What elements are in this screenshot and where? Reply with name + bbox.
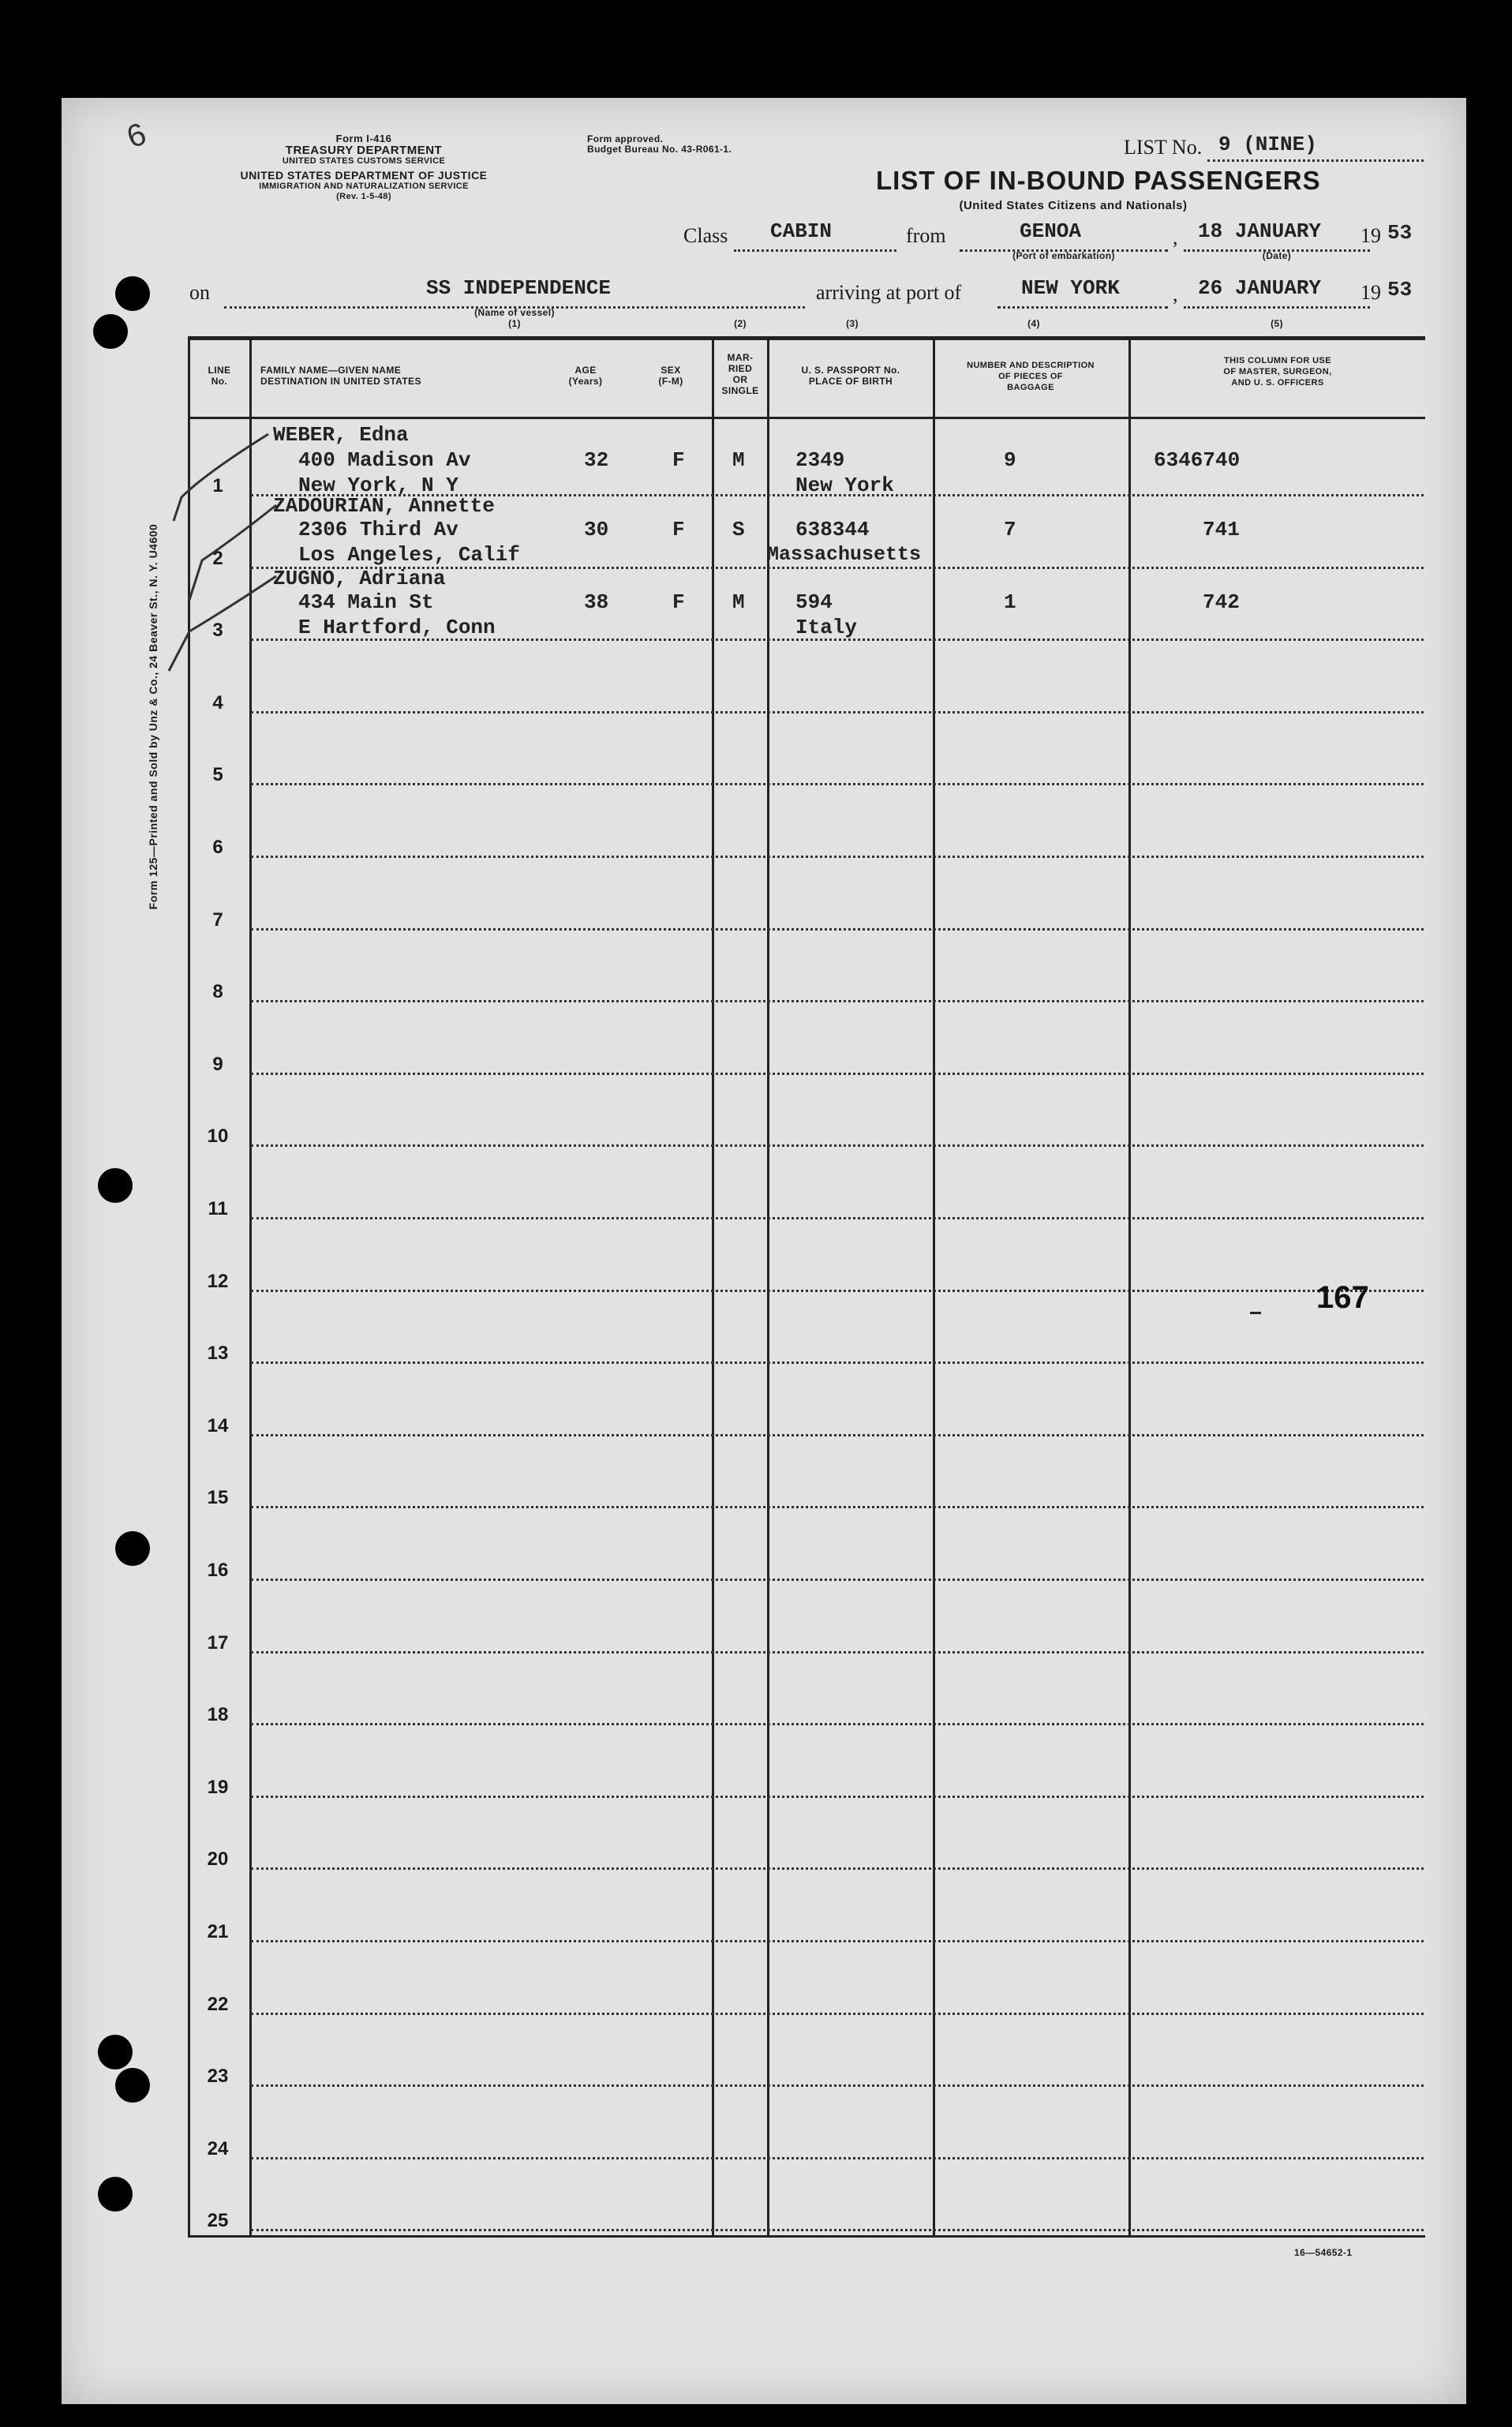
list-no-value: 9 (NINE) xyxy=(1218,133,1317,156)
passenger-name: WEBER, Edna xyxy=(273,423,409,447)
passenger-sex: F xyxy=(672,518,685,541)
passport-number: 2349 xyxy=(795,448,845,472)
col-header-line: LINE No. xyxy=(208,365,231,387)
line-number: 25 xyxy=(207,2210,229,2231)
vessel-caption-num: (1) xyxy=(508,318,521,329)
from-label: from xyxy=(906,224,946,247)
col-rule-marital-left xyxy=(712,336,714,2238)
line-number: 3 xyxy=(212,620,223,641)
vessel-caption: (Name of vessel) xyxy=(474,307,555,318)
row-dotted-line xyxy=(251,1144,1424,1147)
stamp-dash xyxy=(1250,1312,1261,1314)
passport-number: 594 xyxy=(795,590,833,614)
col-header-age: AGE (Years) xyxy=(568,365,603,387)
col-header-name: FAMILY NAME—GIVEN NAME DESTINATION IN UNITED STATES xyxy=(260,365,421,387)
baggage-count: 9 xyxy=(1004,448,1016,472)
row-dotted-line xyxy=(251,1940,1424,1942)
form-title: LIST OF IN-BOUND PASSENGERS xyxy=(876,166,1321,195)
passenger-address: 2306 Third Av xyxy=(298,518,458,541)
corner-mark: 6 xyxy=(122,116,151,155)
line-number: 18 xyxy=(207,1704,229,1725)
line-number: 23 xyxy=(207,2066,229,2087)
row-dotted-line xyxy=(251,711,1424,713)
passenger-sex: F xyxy=(672,590,685,614)
passenger-marital: M xyxy=(732,590,745,614)
passport-number: 638344 xyxy=(795,518,870,541)
officer-note: 6346740 xyxy=(1154,448,1241,472)
header-bottom-rule xyxy=(188,417,1425,419)
passenger-address: 400 Madison Av xyxy=(298,448,471,472)
passenger-address: 434 Main St xyxy=(298,590,434,614)
passenger-city: New York, N Y xyxy=(298,474,458,497)
officer-note: 742 xyxy=(1203,590,1240,614)
place-of-birth: New York xyxy=(795,474,894,497)
col-header-passport: U. S. PASSPORT No. PLACE OF BIRTH xyxy=(801,365,900,387)
table-top-rule xyxy=(188,336,1425,340)
place-of-birth: Italy xyxy=(795,616,858,639)
year-prefix-2: 19 xyxy=(1360,281,1381,304)
binder-hole xyxy=(115,2068,150,2103)
table-bottom-rule xyxy=(188,2235,1425,2238)
year-prefix: 19 xyxy=(1360,224,1381,247)
col-num-3: (3) xyxy=(846,318,859,329)
col-header-baggage: NUMBER AND DESCRIPTION OF PIECES OF BAGGAGE xyxy=(967,361,1095,392)
line-number: 4 xyxy=(212,692,223,713)
passenger-city: E Hartford, Conn xyxy=(298,616,496,639)
row-dotted-line xyxy=(251,1506,1424,1508)
side-print: Form 125—Printed and Sold by Unz & Co., 24 Beaver St., N. Y. U4600 xyxy=(147,523,159,910)
form-subtitle: (United States Citizens and Nationals) xyxy=(959,199,1188,212)
baggage-count: 1 xyxy=(1004,590,1016,614)
col-header-officers: THIS COLUMN FOR USE OF MASTER, SURGEON, AND U. S. OFFICERS xyxy=(1223,356,1332,388)
form-approved: Form approved. xyxy=(587,133,664,144)
binder-hole xyxy=(93,314,128,349)
line-number: 22 xyxy=(207,1994,229,2015)
list-no-field xyxy=(1207,133,1424,162)
depart-date-field xyxy=(1184,219,1370,252)
form-number: Form I-416 xyxy=(335,133,392,144)
col-rule-marital-right xyxy=(767,336,769,2238)
approval-block xyxy=(587,134,732,155)
line-number: 17 xyxy=(207,1632,229,1654)
binder-hole xyxy=(115,276,150,311)
row-dotted-line xyxy=(251,1290,1424,1292)
arriving-label: arriving at port of xyxy=(816,281,962,304)
row-dotted-line xyxy=(251,928,1424,931)
list-no-label: LIST No. xyxy=(1124,136,1203,159)
line-number: 14 xyxy=(207,1415,229,1436)
arrival-date-field xyxy=(1184,276,1370,309)
col-num-4: (4) xyxy=(1027,318,1040,329)
passenger-age: 32 xyxy=(584,448,609,472)
row-dotted-line xyxy=(251,2229,1424,2231)
class-label: Class xyxy=(683,224,728,247)
baggage-count: 7 xyxy=(1004,518,1016,541)
line-number: 10 xyxy=(207,1125,229,1147)
line-number: 7 xyxy=(212,909,223,931)
row-dotted-line xyxy=(251,1867,1424,1870)
binder-hole xyxy=(98,2177,133,2212)
line-number: 2 xyxy=(212,548,223,569)
passenger-marital: M xyxy=(732,448,745,472)
line-number: 5 xyxy=(212,764,223,785)
budget-bureau: Budget Bureau No. 43-R061-1. xyxy=(587,144,732,155)
justice-dept: UNITED STATES DEPARTMENT OF JUSTICE xyxy=(240,169,488,182)
place-of-birth: Massachusetts xyxy=(767,543,922,566)
depart-year: 53 xyxy=(1387,221,1413,245)
line-number: 8 xyxy=(212,981,223,1002)
line-number: 19 xyxy=(207,1777,229,1798)
passenger-name: ZADOURIAN, Annette xyxy=(273,494,495,518)
line-number: 21 xyxy=(207,1921,229,1942)
line-number: 13 xyxy=(207,1343,229,1364)
passenger-marital: S xyxy=(732,518,745,541)
arrival-date: 26 JANUARY xyxy=(1198,276,1322,300)
line-number: 6 xyxy=(212,837,223,858)
binder-hole xyxy=(115,1531,150,1566)
pen-check-marks xyxy=(158,418,300,679)
col-header-married: MAR- RIED OR SINGLE xyxy=(721,352,759,396)
row-dotted-line xyxy=(251,2084,1424,2087)
col-rule-baggage-right xyxy=(1128,336,1131,2238)
passenger-city: Los Angeles, Calif xyxy=(298,543,520,567)
row-dotted-line xyxy=(251,856,1424,858)
col-num-5: (5) xyxy=(1271,318,1283,329)
row-dotted-line xyxy=(251,1361,1424,1364)
row-dotted-line xyxy=(251,783,1424,785)
vessel-name: SS INDEPENDENCE xyxy=(426,276,612,300)
on-label: on xyxy=(189,281,210,304)
stamp-number: 167 xyxy=(1316,1280,1369,1315)
passenger-age: 38 xyxy=(584,590,609,614)
binder-hole xyxy=(98,2035,133,2069)
row-dotted-line xyxy=(251,1434,1424,1436)
row-dotted-line xyxy=(251,1073,1424,1075)
from-field xyxy=(960,219,1168,252)
row-dotted-line xyxy=(251,1651,1424,1654)
treasury-dept: TREASURY DEPARTMENT xyxy=(285,144,443,157)
row-dotted-line xyxy=(251,1796,1424,1798)
ins-service: IMMIGRATION AND NATURALIZATION SERVICE xyxy=(259,182,469,191)
row-dotted-line xyxy=(251,1723,1424,1725)
passenger-sex: F xyxy=(672,448,685,472)
revision: (Rev. 1-5-48) xyxy=(336,192,391,201)
footer-code: 16—54652-1 xyxy=(1294,2247,1353,2258)
col-header-sex: SEX (F-M) xyxy=(658,365,683,387)
customs-service: UNITED STATES CUSTOMS SERVICE xyxy=(282,156,446,166)
from-value: GENOA xyxy=(1020,219,1082,243)
vessel-field xyxy=(224,276,805,309)
class-value: CABIN xyxy=(770,219,833,243)
row-dotted-line xyxy=(251,2013,1424,2015)
arrival-port: NEW YORK xyxy=(1021,276,1120,300)
depart-date: 18 JANUARY xyxy=(1198,219,1322,243)
row-dotted-line xyxy=(251,1217,1424,1219)
line-number: 9 xyxy=(212,1054,223,1075)
agency-block xyxy=(186,133,541,202)
arrival-year: 53 xyxy=(1387,278,1413,302)
passenger-name: ZUGNO, Adriana xyxy=(273,567,446,590)
line-number: 24 xyxy=(207,2138,229,2159)
row-dotted-line xyxy=(251,2157,1424,2159)
class-field xyxy=(734,219,896,252)
line-number: 20 xyxy=(207,1848,229,1870)
col-num-2: (2) xyxy=(734,318,747,329)
col-rule-passport-right xyxy=(933,336,935,2238)
officer-note: 741 xyxy=(1203,518,1240,541)
port-embark-caption: (Port of embarkation) xyxy=(1012,250,1115,261)
line-number: 11 xyxy=(208,1198,228,1219)
passenger-age: 30 xyxy=(584,518,609,541)
date-caption: (Date) xyxy=(1262,250,1292,261)
row-dotted-line xyxy=(251,1579,1424,1581)
line-number: 1 xyxy=(212,475,223,496)
line-number: 12 xyxy=(207,1271,229,1292)
line-number: 15 xyxy=(207,1487,229,1508)
arrival-port-field xyxy=(997,276,1168,309)
binder-hole xyxy=(98,1168,133,1203)
line-number: 16 xyxy=(207,1560,229,1581)
row-dotted-line xyxy=(251,1000,1424,1002)
